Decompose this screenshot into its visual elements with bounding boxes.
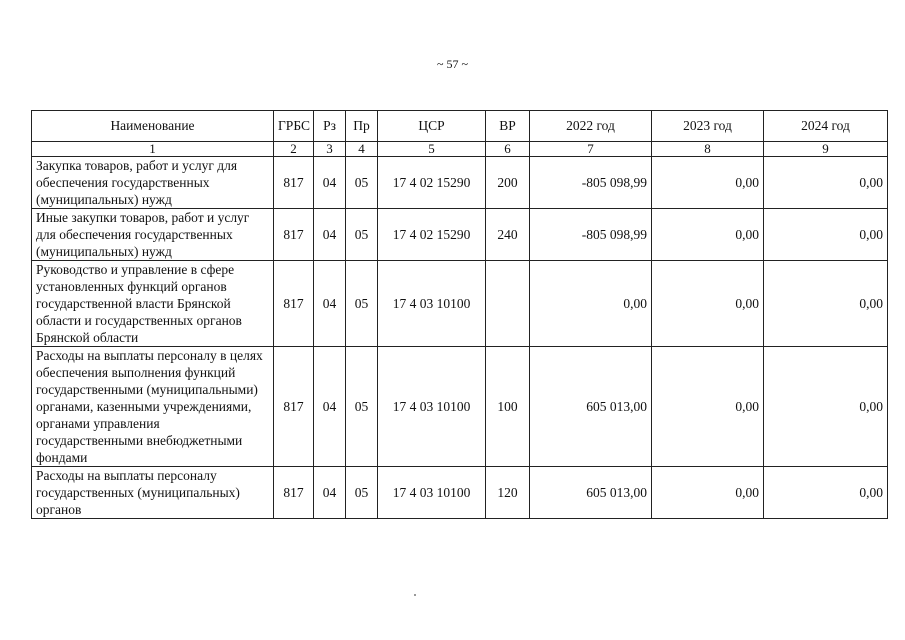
row-grbs: 817: [274, 209, 314, 261]
row-pr: 05: [346, 261, 378, 347]
header-cell-csr: ЦСР: [378, 111, 486, 142]
row-vr: 200: [486, 157, 530, 209]
row-amount-2023: 0,00: [652, 467, 764, 519]
header-cell-rz: Рз: [314, 111, 346, 142]
row-name: Расходы на выплаты персоналу в целях обеспечения выполнения функций государственными (муниципальными) органами, казенными учреждениями, органами управления государственными внебюджетными фондами: [32, 347, 274, 467]
header-cell-2023: 2023 год: [652, 111, 764, 142]
row-name: Расходы на выплаты персоналу государственных (муниципальных) органов: [32, 467, 274, 519]
row-rz: 04: [314, 347, 346, 467]
column-number: 6: [486, 142, 530, 157]
table-header: [32, 111, 888, 157]
row-rz: 04: [314, 209, 346, 261]
header-cell-name: Наименование: [32, 111, 274, 142]
row-csr: 17 4 03 10100: [378, 347, 486, 467]
row-vr: [486, 261, 530, 347]
row-amount-2024: 0,00: [764, 157, 888, 209]
row-name: Руководство и управление в сфере установленных функций органов государственной власти Брянской области и государственных органов Брянской области: [32, 261, 274, 347]
row-vr: 100: [486, 347, 530, 467]
row-csr: 17 4 02 15290: [378, 209, 486, 261]
row-pr: 05: [346, 347, 378, 467]
header-row: [32, 111, 888, 142]
header-cell-grbs: ГРБС: [274, 111, 314, 142]
header-cell-pr: Пр: [346, 111, 378, 142]
column-number: 2: [274, 142, 314, 157]
row-amount-2024: 0,00: [764, 347, 888, 467]
row-rz: 04: [314, 157, 346, 209]
row-amount-2024: 0,00: [764, 467, 888, 519]
row-pr: 05: [346, 157, 378, 209]
row-grbs: 817: [274, 347, 314, 467]
row-grbs: 817: [274, 157, 314, 209]
row-vr: 120: [486, 467, 530, 519]
row-rz: 04: [314, 261, 346, 347]
header-cell-2022: 2022 год: [530, 111, 652, 142]
row-vr: 240: [486, 209, 530, 261]
column-number: 3: [314, 142, 346, 157]
table-row: [32, 157, 888, 209]
column-number-row: [32, 142, 888, 157]
row-grbs: 817: [274, 261, 314, 347]
row-amount-2022: 0,00: [530, 261, 652, 347]
row-amount-2024: 0,00: [764, 209, 888, 261]
row-pr: 05: [346, 209, 378, 261]
row-name: Закупка товаров, работ и услуг для обеспечения государственных (муниципальных) нужд: [32, 157, 274, 209]
header-cell-vr: ВР: [486, 111, 530, 142]
header-cell-2024: 2024 год: [764, 111, 888, 142]
table-row: [32, 209, 888, 261]
table-row: [32, 467, 888, 519]
row-amount-2024: 0,00: [764, 261, 888, 347]
page-number: ~ 57 ~: [437, 57, 468, 71]
row-grbs: 817: [274, 467, 314, 519]
row-amount-2022: -805 098,99: [530, 209, 652, 261]
table-body: [32, 157, 888, 519]
row-pr: 05: [346, 467, 378, 519]
column-number: 7: [530, 142, 652, 157]
column-number: 5: [378, 142, 486, 157]
column-number: 9: [764, 142, 888, 157]
row-rz: 04: [314, 467, 346, 519]
row-csr: 17 4 02 15290: [378, 157, 486, 209]
row-csr: 17 4 03 10100: [378, 467, 486, 519]
column-number: 8: [652, 142, 764, 157]
row-amount-2023: 0,00: [652, 347, 764, 467]
row-amount-2022: 605 013,00: [530, 347, 652, 467]
column-number: 4: [346, 142, 378, 157]
row-name: Иные закупки товаров, работ и услуг для обеспечения государственных (муниципальных) нужд: [32, 209, 274, 261]
row-amount-2023: 0,00: [652, 157, 764, 209]
column-number: 1: [32, 142, 274, 157]
table-row: [32, 347, 888, 467]
table-row: [32, 261, 888, 347]
scan-artifact: [414, 594, 416, 596]
row-amount-2022: 605 013,00: [530, 467, 652, 519]
row-amount-2023: 0,00: [652, 261, 764, 347]
row-amount-2022: -805 098,99: [530, 157, 652, 209]
row-amount-2023: 0,00: [652, 209, 764, 261]
row-csr: 17 4 03 10100: [378, 261, 486, 347]
budget-table: [31, 110, 888, 519]
